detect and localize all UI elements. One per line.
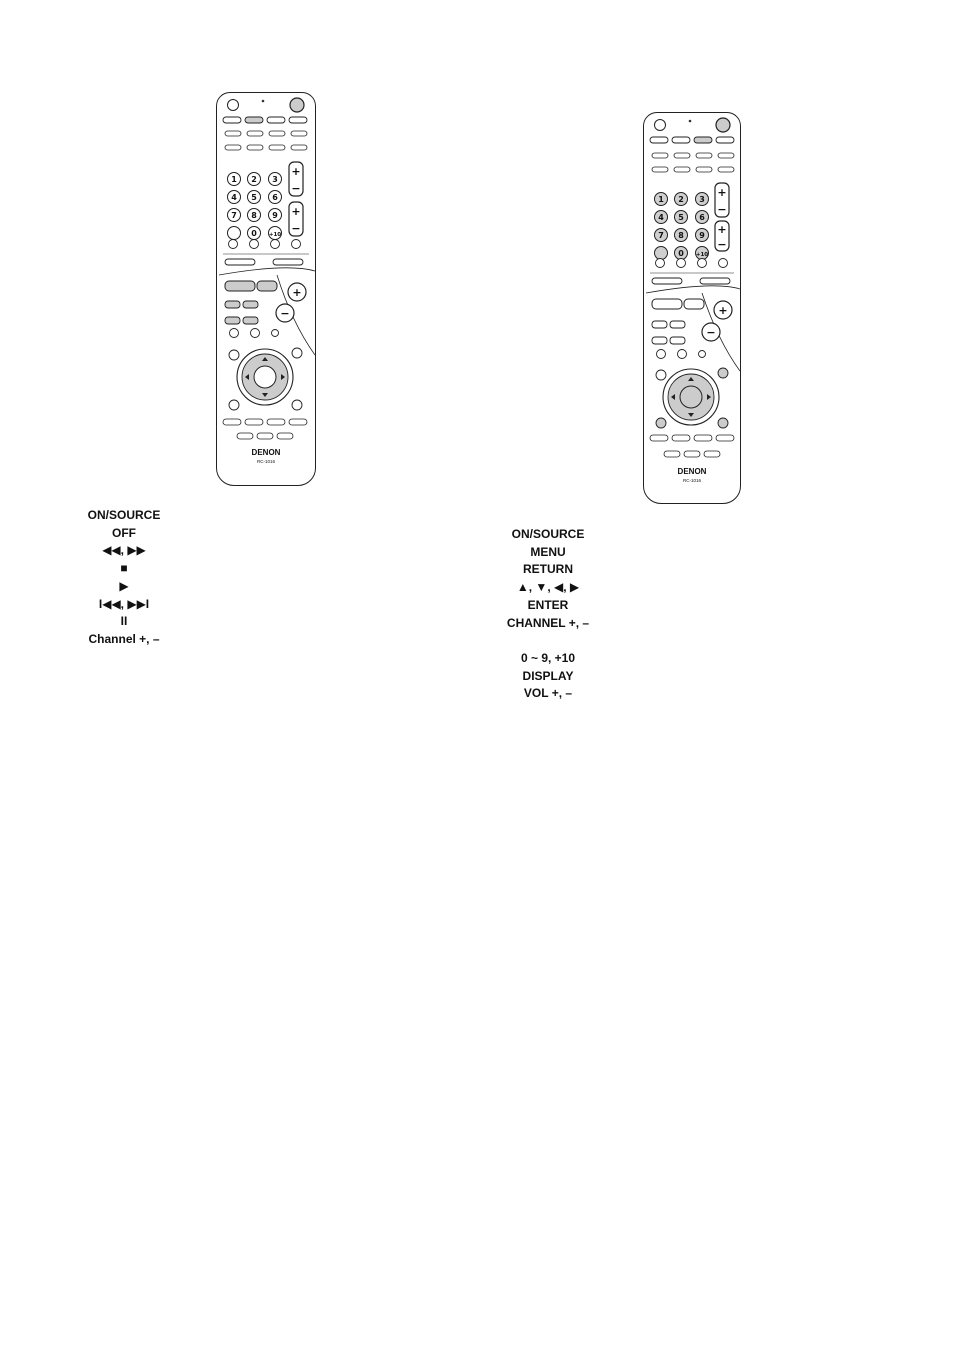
keypad-label: 2 [251,174,257,184]
legend-item: ▶ [119,578,129,593]
remote-control-left [216,92,316,486]
legend-item: MENU [530,544,566,559]
legend-left [64,507,184,649]
led-indicator [262,100,265,103]
keypad-button [655,247,668,260]
model-number: RC-1016 [682,478,701,483]
play-button [225,281,255,291]
numeric-keypad-right [655,193,709,260]
on-button [228,100,239,111]
svg-text:+: + [718,304,728,317]
svg-text:−: − [717,238,727,251]
brand-logo: DENON [251,448,281,457]
remote-control-right [643,112,741,504]
keypad-label: 1 [231,174,237,184]
keypad-label: +10 [268,231,282,238]
keypad-label: 0 [678,248,684,258]
keypad-label: 1 [658,194,664,204]
svg-text:+: + [717,223,727,236]
svg-text:+: + [717,186,727,199]
svg-text:−: − [291,182,301,195]
svg-text:+: + [291,165,301,178]
keypad-label: 5 [251,192,257,202]
legend-item: VOL +, – [523,686,573,701]
legend-item: ▲, ▼, ◀, ▶ [516,580,580,595]
legend-item: 0 ~ 9, +10 [520,650,576,665]
keypad-label: 0 [251,228,257,238]
svg-text:−: − [706,326,716,339]
keypad-label: 5 [678,212,684,222]
keypad-label: 9 [699,230,705,240]
keypad-label: 8 [678,230,684,240]
svg-text:−: − [280,307,290,320]
model-number: RC-1016 [256,459,275,464]
keypad-label: 3 [272,174,278,184]
keypad-label: 7 [231,210,237,220]
on-source-button [290,98,304,112]
keypad-label: 6 [272,192,278,202]
svg-text:−: − [291,222,301,235]
numeric-keypad-left [228,173,282,240]
keypad-label: +10 [695,251,709,258]
remote-left-drawing [217,93,315,485]
legend-item: ON/SOURCE [511,527,585,541]
legend-item: ■ [120,561,128,576]
remote-right-drawing [644,113,740,503]
legend-item: II [120,614,128,629]
keypad-label: 6 [699,212,705,222]
legend-right [492,526,604,703]
legend-item: DISPLAY [522,668,574,683]
legend-item: Channel +, – [88,631,160,646]
legend-item [492,632,604,650]
keypad-label: 9 [272,210,278,220]
keypad-label: 2 [678,194,684,204]
enter-button [254,366,276,388]
legend-item: CHANNEL +, – [506,615,590,630]
svg-text:+: + [292,286,302,299]
keypad-label: 4 [231,192,237,202]
stop-button [257,281,277,291]
svg-text:−: − [717,203,727,216]
keypad-label: 4 [658,212,664,222]
legend-item: ON/SOURCE [87,508,161,522]
brand-logo: DENON [677,467,707,476]
legend-item: I◀◀, ▶▶I [98,596,150,611]
legend-item: OFF [112,525,136,540]
keypad-label: 3 [699,194,705,204]
keypad-label: 8 [251,210,257,220]
keypad-button [228,227,241,240]
svg-text:+: + [291,205,301,218]
legend-item: ◀◀, ▶▶ [102,543,146,558]
keypad-label: 7 [658,230,664,240]
legend-item: ENTER [527,597,569,612]
legend-item: RETURN [523,562,573,577]
